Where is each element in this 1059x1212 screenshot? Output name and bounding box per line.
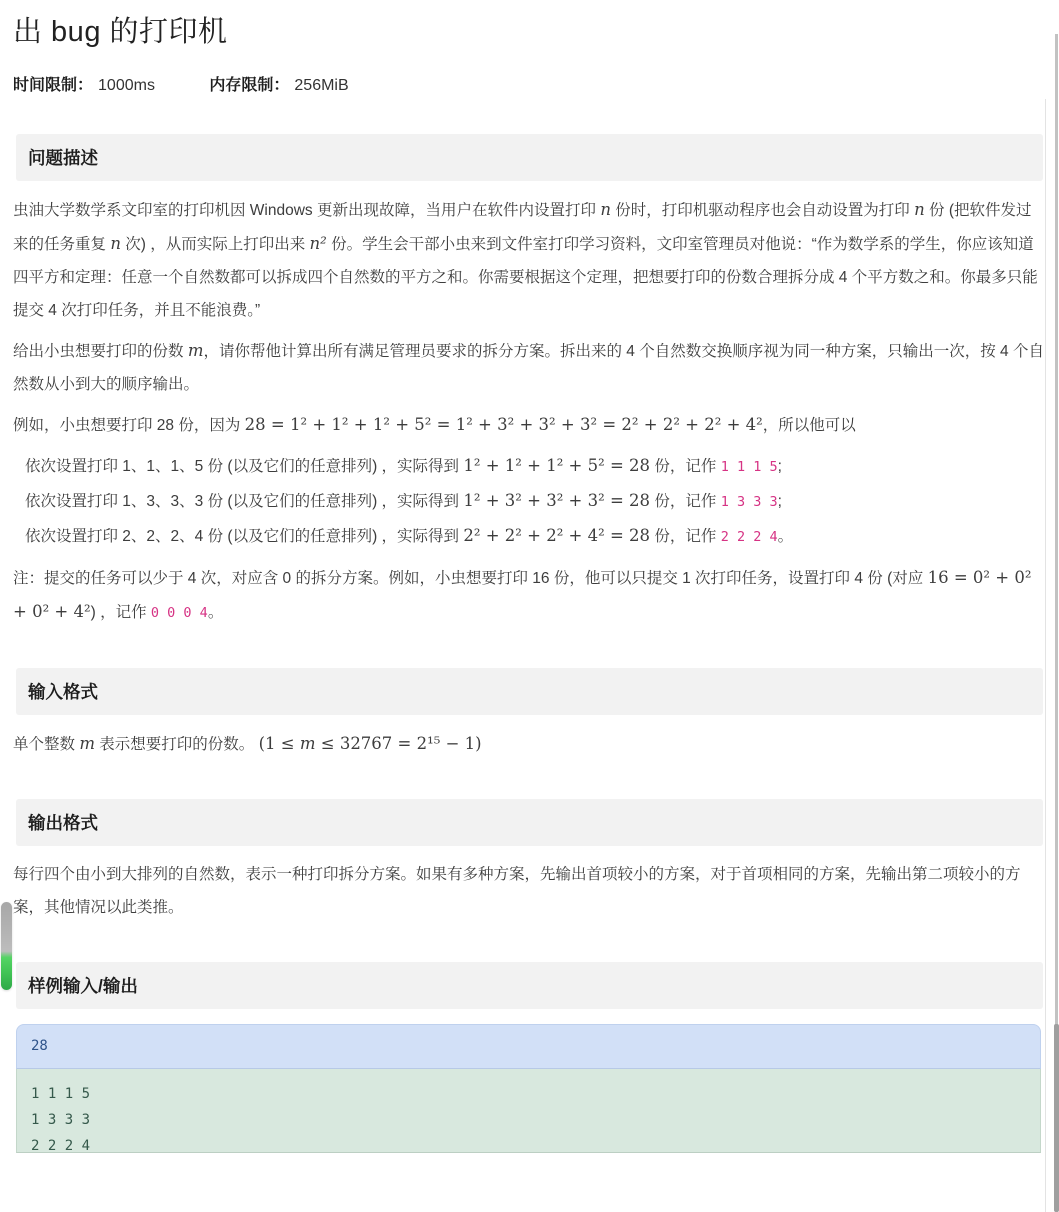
- sample-output-line-2: 1 3 3 3: [31, 1112, 91, 1128]
- scrollbar-thumb[interactable]: [1054, 1024, 1059, 1212]
- sample-output-line-3: 2 2 2 4: [31, 1138, 91, 1154]
- description-paragraph-1: 虫油大学数学系文印室的打印机因 Windows 更新出现故障，当用户在软件内设置打印 n 份时，打印机驱动程序也会自动设置为打印 n 份 (把软件发过来的任务重复 n 次) ，从而实际上打印出来 n² 份。学生会干部小虫来到文件室打印学习资料，文印室管理员对他说：“作为数学系的学生，你应该知道四平方和定理：任意一个自然数都可以拆成四个自然数的平方之和。你需要根据这个定理，把想要打印的份数合理拆分成 4 个平方数之和。你最多只能提交 4 次打印任务，并且不能浪费。”: [13, 200, 1038, 319]
- sample-output-block: [16, 1069, 1041, 1153]
- inline-var: n: [110, 234, 121, 253]
- inline-var: n: [600, 200, 611, 219]
- inline-code: 1 3 3 3: [720, 494, 778, 510]
- section-heading-input-format-label: 输入格式: [28, 682, 98, 702]
- problem-statement: [0, 14, 1059, 1153]
- sample-input-block: [16, 1024, 1041, 1069]
- inline-var: m: [299, 734, 316, 753]
- memory-limit-value: 256MiB: [294, 77, 349, 94]
- example-list-item-1: 依次设置打印 1、1、1、5 份 (以及它们的任意排列) ，实际得到 1² + 1² + 1² + 5² = 28 份，记作 1 1 1 5;: [25, 456, 782, 475]
- inline-math: 1² + 3² + 3² + 3² = 28: [463, 491, 651, 510]
- time-limit-label: 时间限制：: [13, 77, 94, 94]
- section-heading-input-format: [16, 668, 1043, 715]
- scroll-progress-indicator[interactable]: [1, 902, 12, 990]
- description-paragraph-2: 给出小虫想要打印的份数 m，请你帮他计算出所有满足管理员要求的拆分方案。拆出来的 4 个自然数交换顺序视为同一种方案，只输出一次，按 4 个自然数从小到大的顺序输出。: [13, 341, 1044, 393]
- section-heading-description-label: 问题描述: [28, 148, 98, 168]
- example-list-item-2: 依次设置打印 1、3、3、3 份 (以及它们的任意排列) ，实际得到 1² + 3² + 3² + 3² = 28 份，记作 1 3 3 3;: [25, 491, 782, 510]
- time-limit-value: 1000ms: [98, 77, 155, 94]
- content-panel-right-border: [1045, 99, 1046, 1212]
- inline-code: 0 0 0 4: [150, 605, 208, 621]
- example-list: [13, 449, 1045, 554]
- inline-var: m: [187, 341, 204, 360]
- inline-math: 28 = 1² + 1² + 1² + 5² = 1² + 3² + 3² + 3² = 2² + 2² + 2² + 4²: [244, 415, 763, 434]
- section-heading-output-format-label: 输出格式: [28, 813, 98, 833]
- sample-input-value: 28: [31, 1038, 48, 1054]
- example-list-item-3: 依次设置打印 2、2、2、4 份 (以及它们的任意排列) ，实际得到 2² + 2² + 2² + 4² = 28 份，记作 2 2 2 4。: [25, 526, 794, 545]
- description-paragraph-3: 例如，小虫想要打印 28 份，因为 28 = 1² + 1² + 1² + 5² = 1² + 3² + 3² + 3² = 2² + 2² + 2² + 4²，所以他可以: [13, 415, 856, 434]
- description-note: 注：提交的任务可以少于 4 次，对应含 0 的拆分方案。例如，小虫想要打印 16 份，他可以只提交 1 次打印任务，设置打印 4 份 (对应 16 = 0² + 0² + 0² + 4²) ，记作 0 0 0 4。: [13, 568, 1032, 621]
- input-format-text: 单个整数 m 表示想要打印的份数。 (1 ≤ m ≤ 32767 = 2¹⁵ − 1): [13, 734, 482, 753]
- inline-code: 1 1 1 5: [720, 459, 778, 475]
- memory-limit-label: 内存限制：: [209, 77, 290, 94]
- output-format-text: 每行四个由小到大排列的自然数，表示一种打印拆分方案。如果有多种方案，先输出首项较小的方案，对于首项相同的方案，先输出第二项较小的方案，其他情况以此类推。: [13, 866, 1021, 916]
- page-title: 出 bug 的打印机: [13, 16, 228, 48]
- sample-io-box: [16, 1024, 1041, 1153]
- scrollbar-track[interactable]: [1055, 34, 1058, 1212]
- section-heading-output-format: [16, 799, 1043, 846]
- sample-output-line-1: 1 1 1 5: [31, 1086, 91, 1102]
- inline-math: ≤ 32767 = 2¹⁵ − 1): [315, 734, 482, 753]
- section-heading-description: [16, 134, 1043, 181]
- section-heading-samples-label: 样例输入/输出: [28, 976, 138, 996]
- inline-math: 16 = 0² + 0² + 0² + 4²: [13, 568, 1032, 621]
- section-heading-samples: [16, 962, 1043, 1009]
- inline-math: 2² + 2² + 2² + 4² = 28: [463, 526, 651, 545]
- inline-var: n: [914, 200, 925, 219]
- inline-math: 1² + 1² + 1² + 5² = 28: [463, 456, 651, 475]
- inline-var: n²: [309, 234, 327, 253]
- inline-var: m: [79, 734, 95, 753]
- limits-bar: [13, 76, 1045, 96]
- inline-math: (1 ≤: [258, 734, 300, 753]
- inline-code: 2 2 2 4: [720, 529, 778, 545]
